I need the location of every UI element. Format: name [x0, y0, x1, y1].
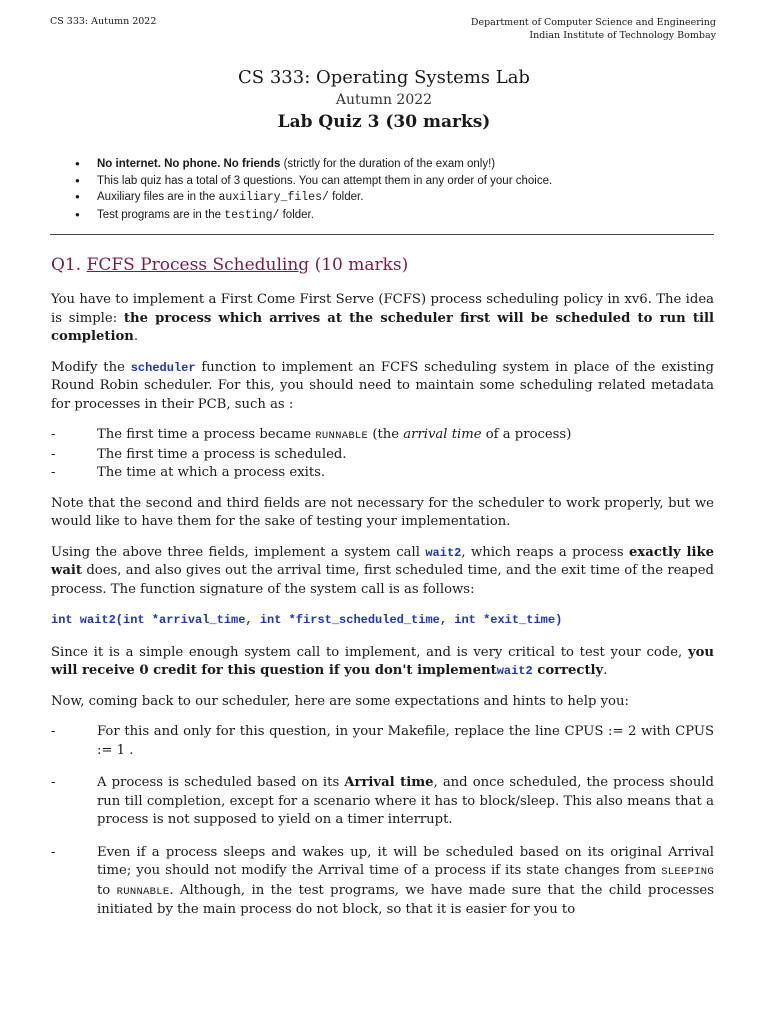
paragraph: You have to implement a First Come First Serve (FCFS) process scheduling policy in xv6. The idea is simple: the process which arrives at the scheduler first will be scheduled to run till completion. [51, 292, 714, 344]
header-institute-line: Indian Institute of Technology Bombay [529, 30, 716, 41]
list-item: - Even if a process sleeps and wakes up, it will be scheduled based on its original Arrival time; you should not modify the Arrival time of a process if its state changes from SLEEPING to RUNNABLE. Although, in the test programs, we have made sure that the child processes initiated by the main process do not block, so that it is easier for you to [51, 844, 714, 920]
semester: Autumn 2022 [335, 92, 433, 108]
function-signature: int wait2(int *arrival_time, int *first_scheduled_time, int *exit_time) [51, 613, 563, 627]
question-topic: FCFS Process Scheduling [86, 255, 310, 275]
field-list [51, 426, 714, 483]
divider [50, 234, 714, 235]
header-department [471, 16, 716, 42]
course-title: CS 333: Operating Systems Lab [238, 67, 530, 88]
question-heading: Q1. FCFS Process Scheduling (10 marks) [51, 255, 409, 275]
quiz-title: Lab Quiz 3 (30 marks) [277, 112, 491, 132]
rule-item: ● This lab quiz has a total of 3 questions. You can attempt them in any order of your choice. [75, 173, 552, 190]
list-item: - For this and only for this question, in your Makefile, replace the line CPUS := 2 with CPUS := 1 . [51, 723, 714, 760]
inline-code: testing/ [224, 208, 280, 222]
list-item: - The first time a process became RUNNABLE (the arrival time of a process) [51, 426, 714, 446]
paragraph: Modify the scheduler function to implement an FCFS scheduling system in place of the existing Round Robin scheduler. For this, you should need to maintain some scheduling related metadata for processes in their PCB, such as : [51, 359, 714, 412]
question-body [51, 291, 714, 934]
inline-code: scheduler [130, 360, 196, 375]
rule-item: ● Auxiliary files are in the auxiliary_files/ folder. [75, 189, 552, 207]
inline-code: wait2 [425, 545, 462, 560]
header-course: CS 333: Autumn 2022 [50, 16, 157, 27]
list-item: - A process is scheduled based on its Arrival time, and once scheduled, the process should run till completion, except for a scenario where it has to block/sleep. This also means that a process is not supposed to yield on a timer interrupt. [51, 774, 714, 830]
rules-list [75, 156, 552, 224]
rule-item: ● Test programs are in the testing/ folder. [75, 207, 552, 225]
paragraph: Note that the second and third fields are not necessary for the scheduler to work properly, but we would like to have them for the sake of testing your implementation. [51, 495, 714, 529]
header-department-line: Department of Computer Science and Engineering [470, 17, 716, 28]
hints-list [51, 723, 714, 920]
paragraph: Using the above three fields, implement a system call wait2, which reaps a process exactly like wait does, and also gives out the arrival time, first scheduled time, and the exit time of the reaped process. The function signature of the system call is as follows: [51, 544, 714, 597]
list-item: - The time at which a process exits. [51, 464, 714, 483]
inline-code: wait2 [496, 664, 533, 678]
inline-code: auxiliary_files/ [218, 191, 329, 204]
paragraph: Since it is a simple enough system call to implement, and is very critical to test your code, you will receive 0 credit for this question if you don't implementwait2 correctly. [51, 644, 714, 678]
list-item: - The first time a process is scheduled. [51, 446, 714, 465]
title-block [0, 66, 768, 134]
paragraph: Now, coming back to our scheduler, here are some expectations and hints to help you: [51, 693, 629, 709]
rule-item: ● No internet. No phone. No friends (strictly for the duration of the exam only!) [75, 156, 552, 173]
